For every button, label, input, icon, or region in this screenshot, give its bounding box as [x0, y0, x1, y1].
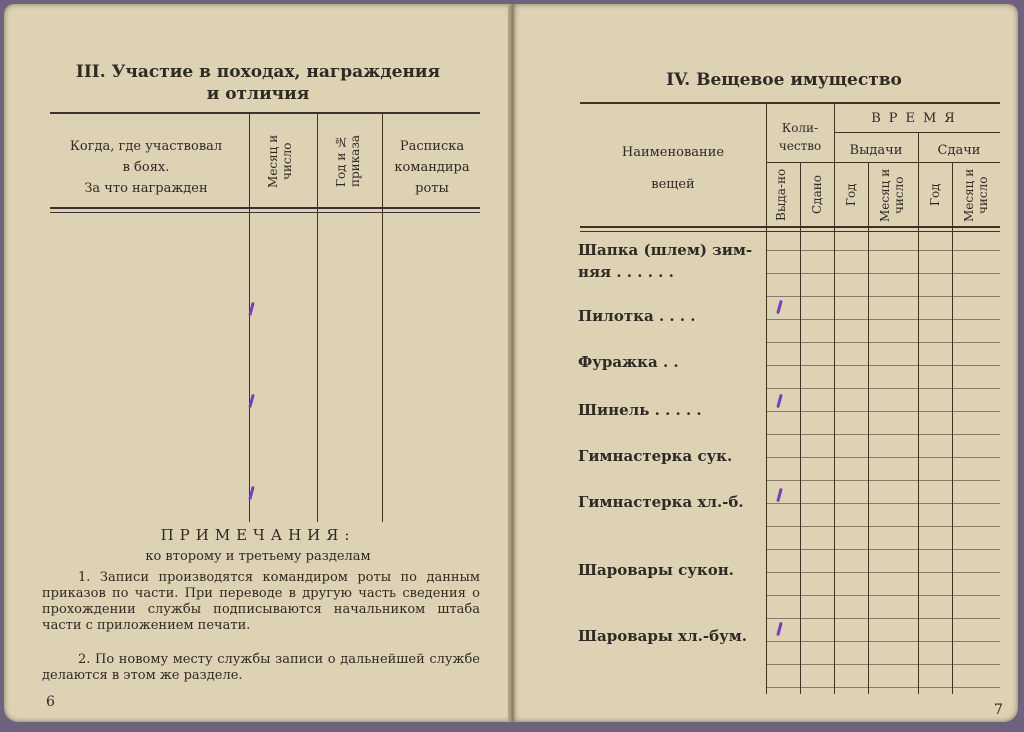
item-label: Шаровары хл.-бум. — [578, 627, 747, 645]
page-number: 6 — [46, 694, 55, 710]
row-rule — [766, 618, 1000, 619]
row-rule — [766, 411, 1000, 412]
table-header-rule — [50, 207, 480, 209]
right-page — [514, 4, 1018, 722]
col-header-signature-2: командира — [394, 160, 470, 175]
ink-mark — [776, 622, 783, 636]
ink-mark — [776, 488, 783, 502]
item-label: Пилотка . . . . — [578, 307, 696, 325]
column-divider — [249, 112, 250, 522]
header-rule-sub — [766, 162, 1000, 163]
item-label: Гимнастерка хл.-б. — [578, 493, 744, 511]
col-header-returned: Сдано — [810, 175, 824, 215]
page-number: 7 — [994, 702, 1003, 718]
table-top-rule — [580, 102, 1000, 104]
column-divider — [800, 162, 801, 694]
col-header-return-year: Год — [928, 183, 942, 207]
row-rule — [766, 595, 1000, 596]
header-rule-time — [834, 132, 1000, 133]
col-header-name-2: вещей — [651, 177, 695, 192]
row-rule — [766, 549, 1000, 550]
row-rule — [766, 526, 1000, 527]
row-rule — [766, 503, 1000, 504]
item-label: няя . . . . . . — [578, 263, 674, 281]
col-header-return-month: Месяц и число — [962, 168, 990, 222]
row-rule — [766, 664, 1000, 665]
ink-mark — [776, 394, 783, 408]
column-divider — [766, 102, 767, 694]
row-rule — [766, 480, 1000, 481]
item-label: Шинель . . . . . — [578, 401, 702, 419]
col-header-issued: Выда-но — [774, 168, 788, 222]
section-title: III. Участие в походах, награждения — [75, 62, 441, 82]
column-divider — [918, 132, 919, 694]
row-rule — [766, 687, 1000, 688]
row-rule — [766, 434, 1000, 435]
column-divider — [834, 102, 835, 694]
table-header-rule-2 — [50, 212, 480, 213]
row-rule — [766, 457, 1000, 458]
row-rule — [766, 296, 1000, 297]
col-header-month-day: Месяц и число — [266, 134, 294, 188]
item-label: Фуражка . . — [578, 353, 679, 371]
column-divider — [952, 162, 953, 694]
row-rule — [766, 250, 1000, 251]
row-rule — [766, 572, 1000, 573]
col-header-issue: Выдачи — [849, 143, 903, 158]
col-header-time: ВРЕМЯ — [871, 111, 963, 126]
row-rule — [766, 365, 1000, 366]
notes-title: ПРИМЕЧАНИЯ: — [160, 526, 356, 544]
column-divider — [382, 112, 383, 522]
ink-mark — [776, 300, 783, 314]
column-divider — [868, 162, 869, 694]
row-rule — [766, 388, 1000, 389]
note-1: 1. Записи производятся командиром роты по данным приказов по части. При переводе в другую часть сведения о прохождении службы подписываются начальником штаба части с приложением печати. — [42, 570, 480, 633]
col-header-return: Сдачи — [937, 143, 981, 158]
row-rule — [766, 641, 1000, 642]
col-header-signature: Расписка — [399, 139, 465, 154]
col-header-qty: Коли- — [781, 121, 819, 135]
col-header-name: Наименование — [621, 145, 725, 160]
col-header-when-where-3: За что награжден — [84, 181, 208, 196]
item-label: Гимнастерка сук. — [578, 447, 733, 465]
left-page — [4, 4, 512, 722]
row-rule — [766, 342, 1000, 343]
column-divider — [317, 112, 318, 522]
col-header-issue-month: Месяц и число — [878, 168, 906, 222]
row-rule — [766, 273, 1000, 274]
section-title-line2: и отличия — [206, 84, 310, 104]
item-label: Шаровары сукон. — [578, 561, 734, 579]
item-label: Шапка (шлем) зим- — [578, 241, 753, 259]
table-header-rule — [580, 226, 1000, 228]
col-header-when-where: Когда, где участвовал — [69, 139, 223, 154]
section-title: IV. Вещевое имущество — [666, 70, 902, 90]
notes-subtitle: ко второму и третьему разделам — [145, 549, 371, 564]
col-header-year-order: Год и № приказа — [334, 134, 362, 188]
table-top-rule — [50, 112, 480, 114]
note-2: 2. По новому месту службы записи о дальнейшей службе делаются в этом же разделе. — [42, 652, 480, 683]
row-rule — [766, 319, 1000, 320]
col-header-issue-year: Год — [844, 183, 858, 207]
col-header-signature-3: роты — [415, 181, 449, 196]
table-header-rule-2 — [580, 231, 1000, 232]
col-header-qty-2: чество — [778, 139, 822, 153]
col-header-when-where-2: в боях. — [122, 160, 170, 175]
